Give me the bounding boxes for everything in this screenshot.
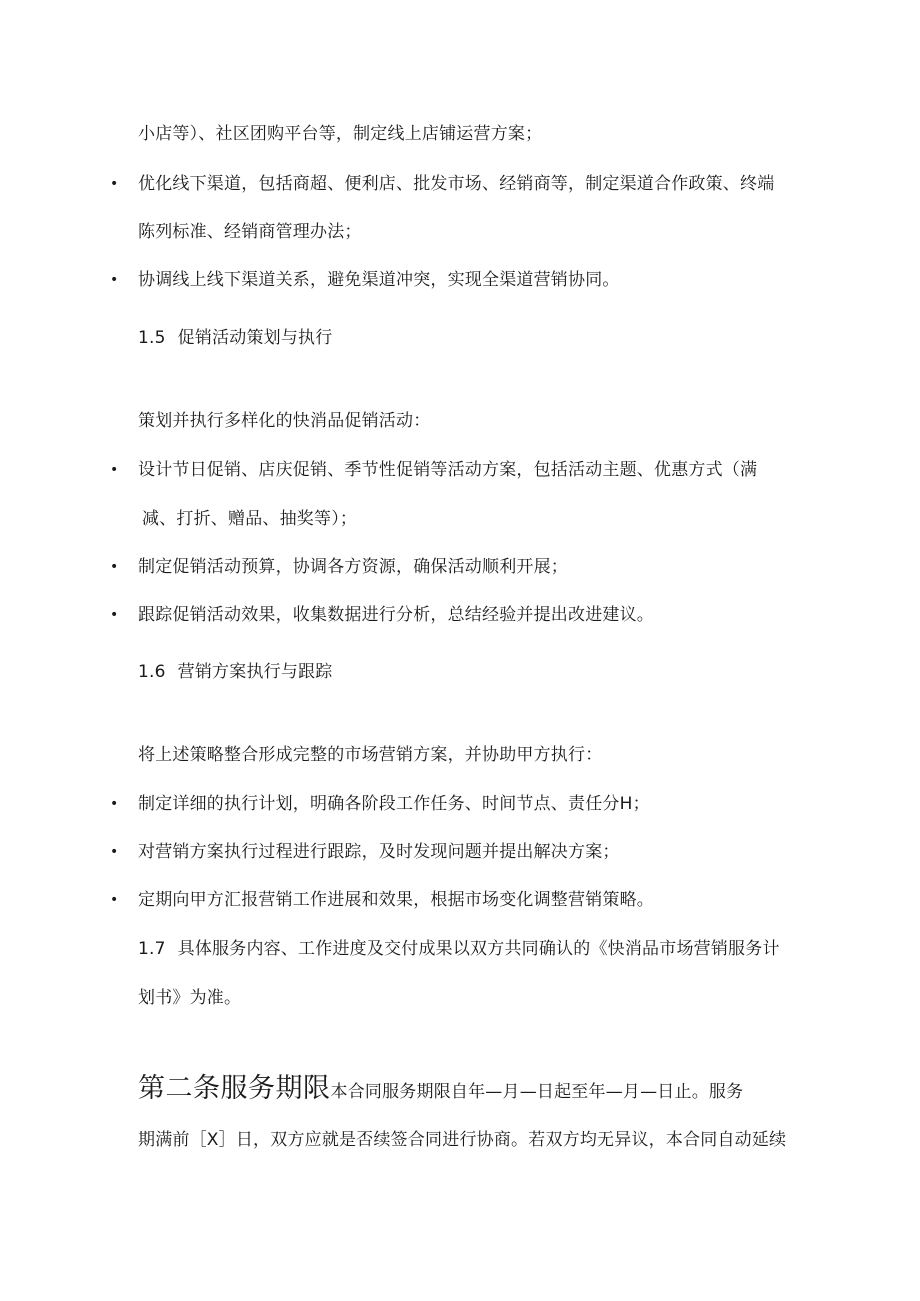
- list-item: 协调线上线下渠道关系，避免渠道冲突，实现全渠道营销协同。: [138, 270, 620, 290]
- paragraph-line: 将上述策略整合形成完整的市场营销方案，并协助甲方执行：: [138, 745, 603, 765]
- bullet-icon: •: [110, 176, 119, 192]
- article-heading: [138, 1072, 743, 1109]
- bullet-icon: •: [110, 272, 119, 288]
- bullet-icon: •: [110, 844, 119, 860]
- section-title: 促销活动策划与执行: [177, 328, 333, 348]
- section-number: 1.5: [138, 328, 166, 348]
- article-title: 第二条服务期限: [138, 1073, 331, 1104]
- section-heading-1-7: [138, 937, 780, 961]
- list-item: 定期向甲方汇报营销工作进展和效果，根据市场变化调整营销策略。: [138, 890, 654, 910]
- paragraph-line: 陈列标准、经销商管理办法；: [138, 222, 362, 242]
- paragraph-line: 期满前［X］日，双方应就是否续签合同进行协商。若双方均无异议，本合同自动延续: [138, 1130, 787, 1150]
- list-item: 制定详细的执行计划，明确各阶段工作任务、时间节点、责任分H；: [138, 794, 650, 814]
- section-title: 营销方案执行与跟踪: [177, 662, 333, 682]
- section-number: 1.7: [138, 939, 166, 959]
- paragraph-line: 小店等）、社区团购平台等，制定线上店铺运营方案；: [138, 124, 543, 144]
- paragraph-line: 减、打折、赠品、抽奖等）；: [142, 509, 358, 529]
- paragraph-line: 策划并执行多样化的快消品促销活动：: [138, 411, 431, 431]
- bullet-icon: •: [110, 607, 119, 623]
- list-item: 跟踪促销活动效果，收集数据进行分析，总结经验并提出改进建议。: [138, 605, 654, 625]
- section-heading-1-5: [138, 326, 332, 350]
- section-number: 1.6: [138, 662, 166, 682]
- article-body-text: 本合同服务期限自年—月—日起至年—月—日止。服务: [330, 1082, 744, 1102]
- bullet-icon: •: [110, 559, 119, 575]
- bullet-icon: •: [110, 796, 119, 812]
- list-item: 对营销方案执行过程进行跟踪，及时发现问题并提出解决方案；: [138, 842, 620, 862]
- bullet-icon: •: [110, 462, 119, 478]
- section-heading-1-6: [138, 660, 332, 684]
- section-title: 具体服务内容、工作进度及交付成果以双方共同确认的《快消品市场营销服务计: [177, 939, 780, 959]
- bullet-icon: •: [110, 892, 119, 908]
- list-item: 制定促销活动预算，协调各方资源，确保活动顺利开展；: [138, 557, 568, 577]
- paragraph-line: 划书》为准。: [138, 988, 242, 1008]
- list-item: 优化线下渠道，包括商超、便利店、批发市场、经销商等，制定渠道合作政策、终端: [138, 174, 775, 194]
- list-item: 设计节日促销、店庆促销、季节性促销等活动方案，包括活动主题、优惠方式（满: [138, 460, 758, 480]
